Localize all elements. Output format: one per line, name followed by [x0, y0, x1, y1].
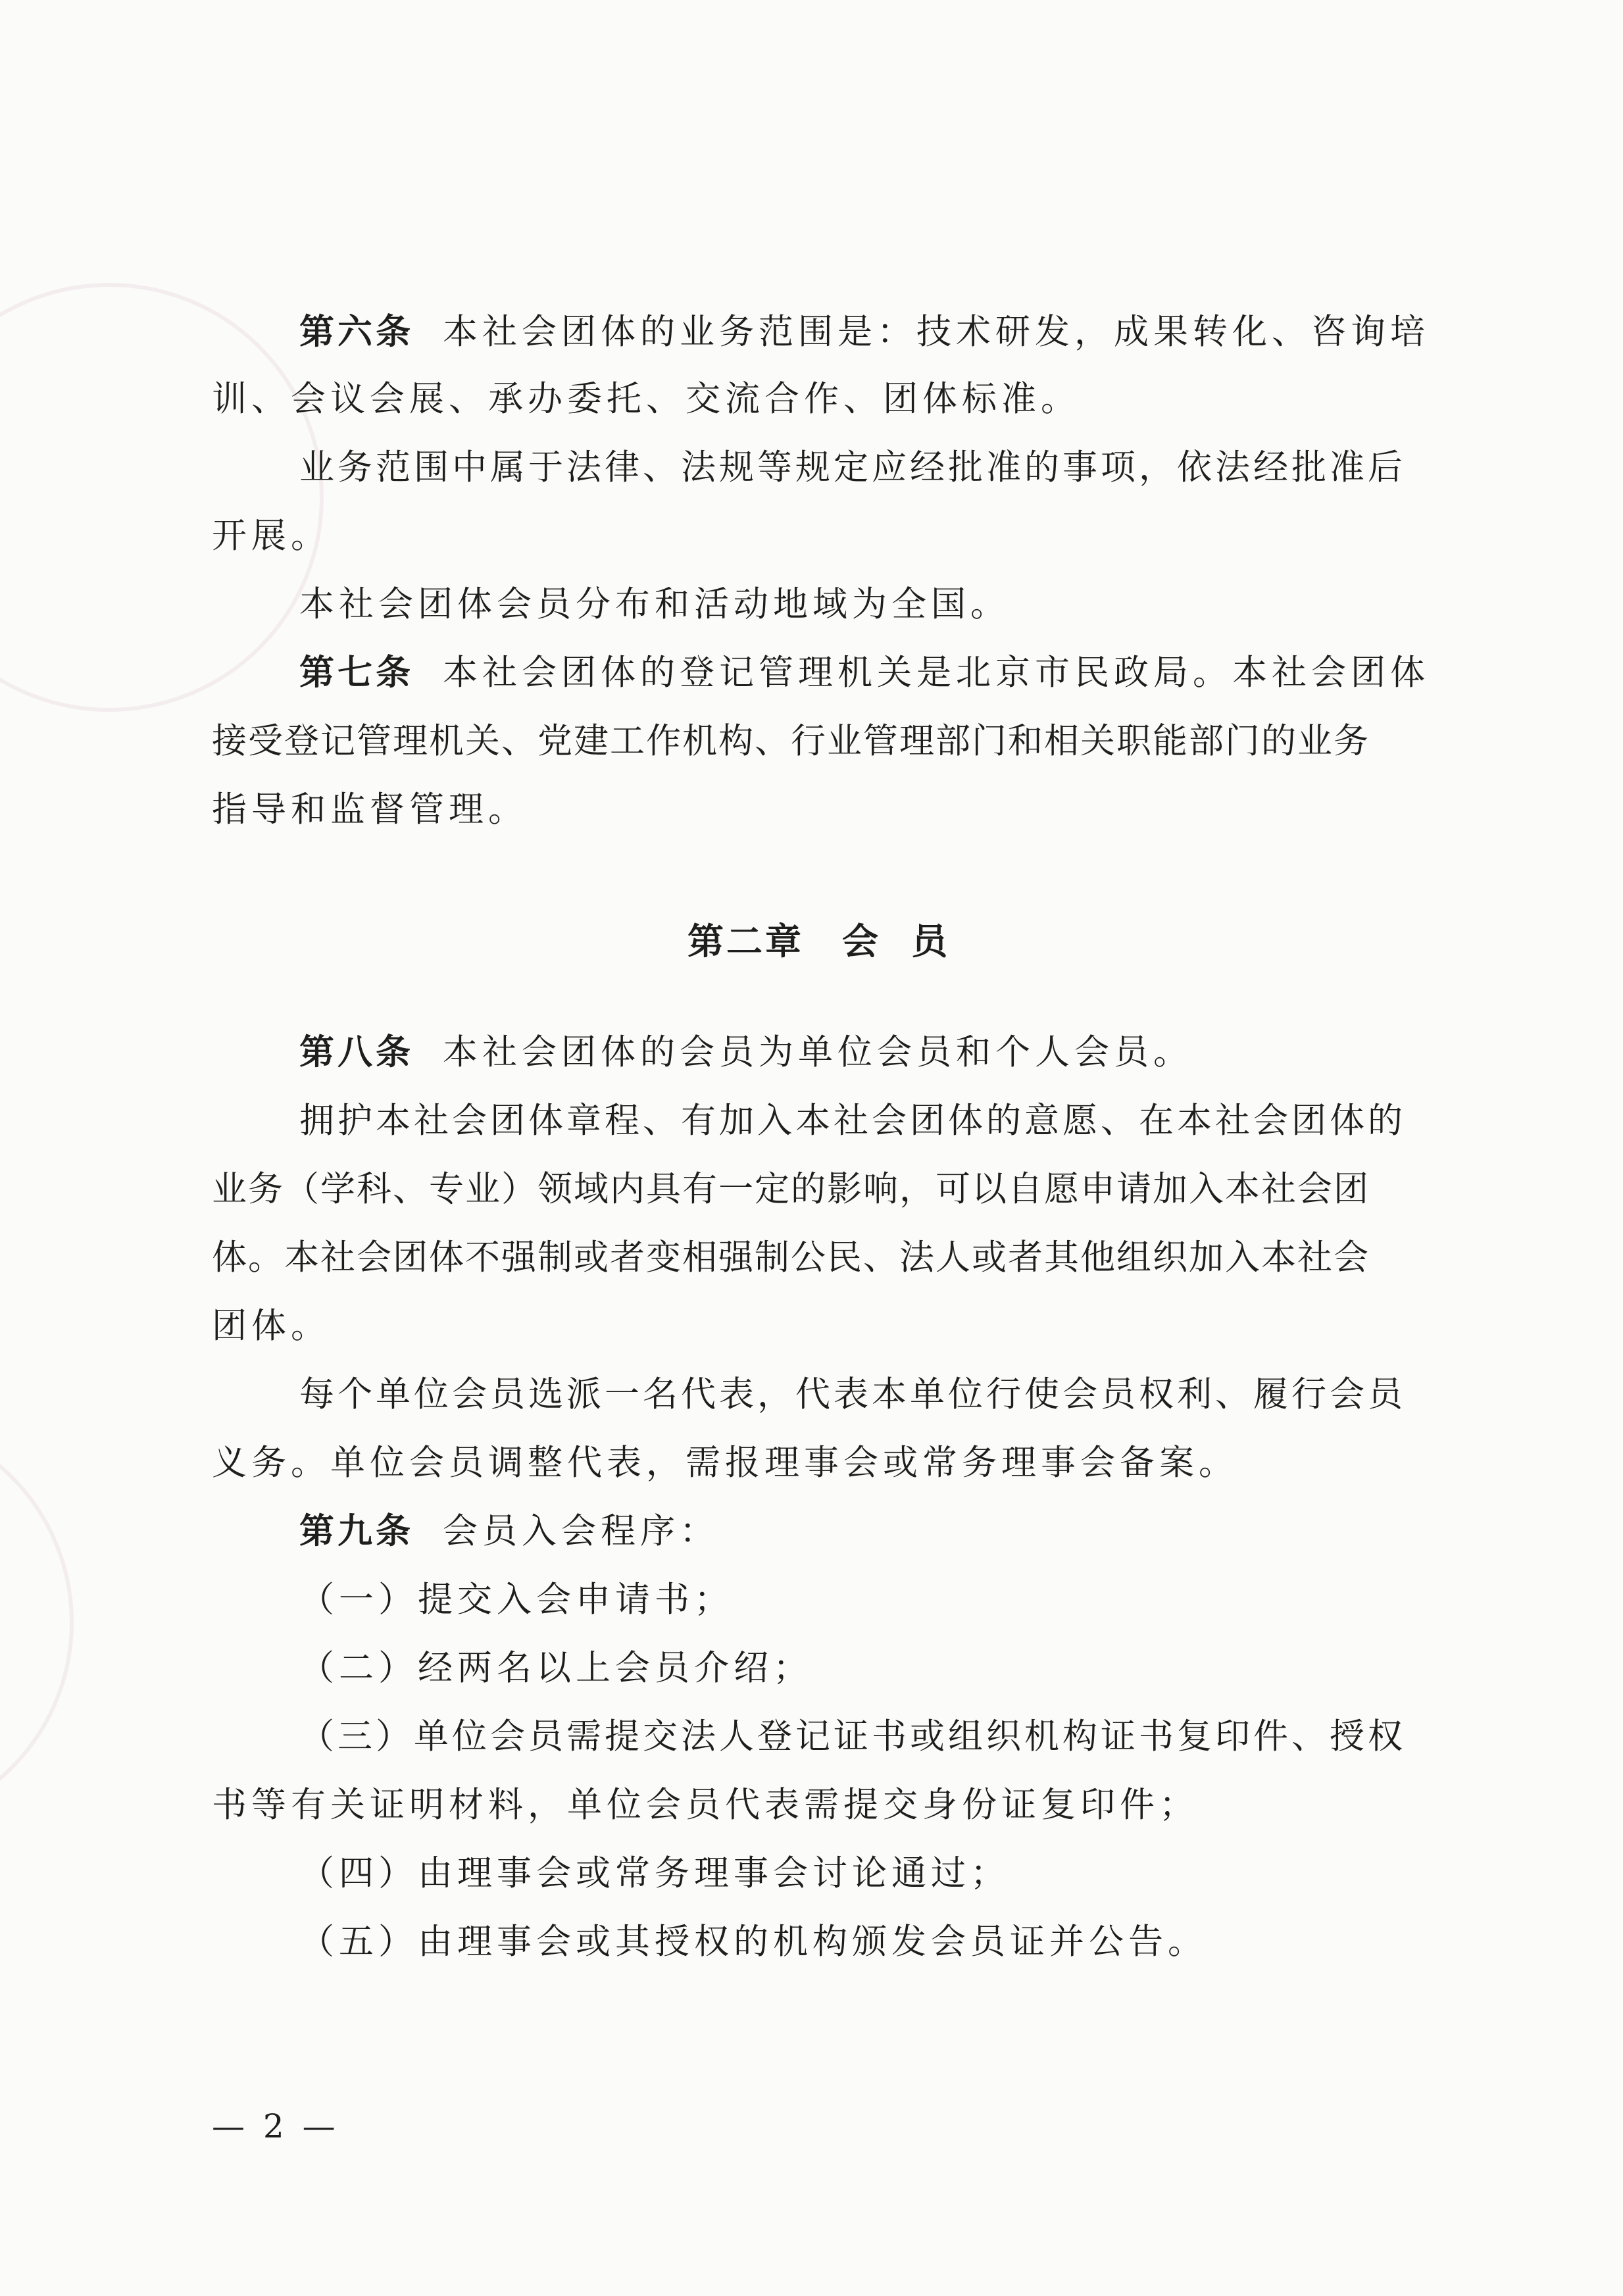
- article-6-line-1: [299, 309, 1430, 355]
- article-6-para-3: 本社会团体会员分布和活动地域为全国。: [299, 584, 1010, 624]
- article-9-text: 会员入会程序：: [443, 1511, 719, 1551]
- article-6-heading: 第六条: [299, 312, 414, 352]
- article-9-item-3-line-1: （三）单位会员需提交法人登记证书或组织机构证书复印件、授权: [299, 1716, 1406, 1757]
- article-7-line-3: 指导和监督管理。: [212, 789, 528, 830]
- article-6-para-2-line-2: 开展。: [212, 516, 330, 556]
- article-9-item-5: （五）由理事会或其授权的机构颁发会员证并公告。: [299, 1922, 1207, 1962]
- faint-stamp-mark-bottom: [0, 1414, 74, 1830]
- chapter-title: 会 员: [842, 920, 951, 962]
- article-6-line-2: 训、会议会展、承办委托、交流合作、团体标准。: [212, 379, 1080, 419]
- article-6-para-2-line-1: 业务范围中属于法律、法规等规定应经批准的事项，依法经批准后: [299, 447, 1406, 487]
- article-9-item-1: （一）提交入会申请书；: [299, 1580, 734, 1620]
- article-8-heading: 第八条: [299, 1032, 414, 1072]
- article-8-para-2-line-1: 拥护本社会团体章程、有加入本社会团体的意愿、在本社会团体的: [299, 1101, 1406, 1141]
- chapter-number: 第二章: [687, 920, 805, 962]
- article-8-text: 本社会团体的会员为单位会员和个人会员。: [443, 1032, 1193, 1072]
- article-7-line-2: 接受登记管理机关、党建工作机构、行业管理部门和相关职能部门的业务: [212, 721, 1370, 761]
- article-7-line-1: [299, 650, 1430, 696]
- article-8-para-2-line-2: 业务（学科、专业）领域内具有一定的影响，可以自愿申请加入本社会团: [212, 1169, 1370, 1209]
- article-7-heading: 第七条: [299, 653, 414, 693]
- article-8-para-3-line-2: 义务。单位会员调整代表，需报理事会或常务理事会备案。: [212, 1443, 1238, 1483]
- chapter-heading: [687, 918, 950, 965]
- article-9-line-1: [299, 1509, 719, 1555]
- article-8-para-2-line-4: 团体。: [212, 1306, 330, 1346]
- article-9-heading: 第九条: [299, 1511, 414, 1551]
- page-number: — 2 —: [212, 2107, 339, 2145]
- article-8-line-1: [299, 1030, 1193, 1076]
- article-9-item-3-line-2: 书等有关证明材料，单位会员代表需提交身份证复印件；: [212, 1785, 1199, 1825]
- article-6-text: 本社会团体的业务范围是：技术研发，成果转化、咨询培: [443, 312, 1430, 352]
- faint-stamp-mark-top: [0, 283, 324, 712]
- article-8-para-2-line-3: 体。本社会团体不强制或者变相强制公民、法人或者其他组织加入本社会: [212, 1237, 1370, 1278]
- article-7-text: 本社会团体的登记管理机关是北京市民政局。本社会团体: [443, 653, 1430, 693]
- article-9-item-2: （二）经两名以上会员介绍；: [299, 1648, 812, 1688]
- article-8-para-3-line-1: 每个单位会员选派一名代表，代表本单位行使会员权利、履行会员: [299, 1374, 1406, 1414]
- article-9-item-4: （四）由理事会或常务理事会讨论通过；: [299, 1853, 1010, 1893]
